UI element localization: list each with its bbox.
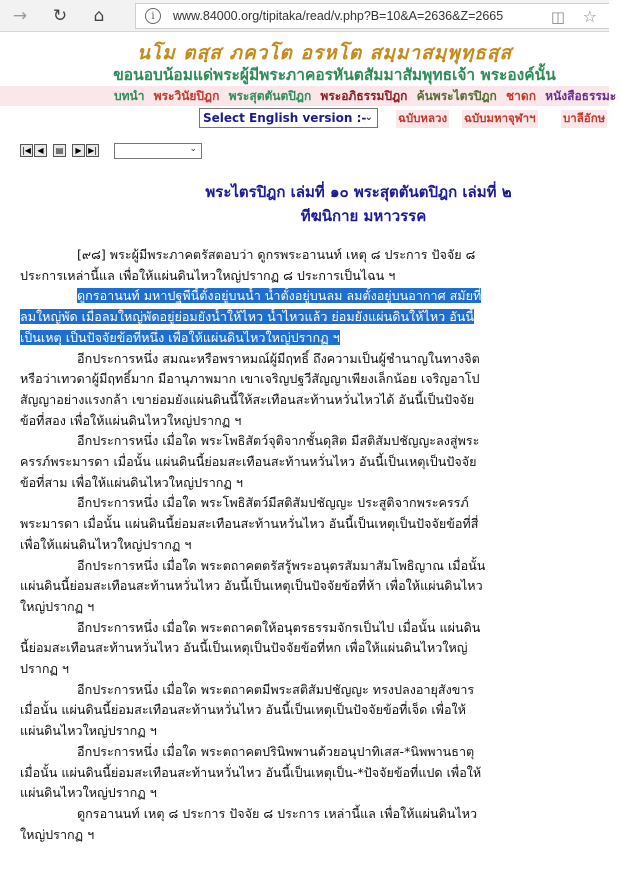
- paragraph-first-cause: [20, 286, 486, 348]
- edition-link-mcu[interactable]: ฉบับมหาจุฬาฯ: [462, 110, 538, 128]
- menu-item-jataka[interactable]: ชาดก: [506, 89, 536, 103]
- chevron-down-icon: ⌄: [364, 112, 373, 123]
- page-select[interactable]: [114, 143, 202, 159]
- menu-item-search[interactable]: ค้นพระไตรปิฎก: [416, 89, 497, 103]
- paragraph-seventh-cause: อีกประการหนึ่ง เมื่อใด พระตถาคตมีพระสติสัมปชัญญะ ทรงปลงอายุสังขาร เมื่อนั้น แผ่นดินนี้ย่อมสะเทือนสะท้านหวั่นไหว อันนี้เป็นเหตุเป็นปัจจัยข้อที่เจ็ด เพื่อให้แผ่นดินไหวใหญ่ปรากฏ ฯ: [20, 681, 475, 739]
- paragraph-fifth-cause: อีกประการหนึ่ง เมื่อใด พระตถาคตตรัสรู้พระอนุตรสัมมาสัมโพธิญาณ เมื่อนั้น แผ่นดินนี้ย่อมสะเทือนสะท้านหวั่นไหว อันนี้เป็นเหตุเป็นปัจจัยข้อที่ห้า เพื่อให้แผ่นดินไหวใหญ่ปรากฏ ฯ: [20, 557, 486, 614]
- edition-link-royal[interactable]: ฉบับหลวง: [396, 110, 449, 128]
- menu-item-vinaya[interactable]: พระวินัยปิฎก: [153, 89, 220, 103]
- last-page-button[interactable]: ▶|: [86, 144, 99, 157]
- print-page-button[interactable]: ▤: [53, 144, 66, 157]
- paragraph-fourth-cause: อีกประการหนึ่ง เมื่อใด พระโพธิสัตว์มีสติสัมปชัญญะ ประสูติจากพระครรภ์พระมารดา เมื่อนั้น แผ่นดินนี้ย่อมสะเทือนสะท้านหวั่นไหว อันนี้เป็นเหตุเป็นปัจจัยข้อที่สี่ เพื่อให้แผ่นดินไหวใหญ่ปรากฏ ฯ: [20, 495, 479, 552]
- english-version-select[interactable]: [199, 108, 378, 128]
- next-page-button[interactable]: ▶: [72, 144, 85, 157]
- address-bar[interactable]: [135, 3, 609, 29]
- paragraph-eighth-cause: อีกประการหนึ่ง เมื่อใด พระตถาคตปรินิพพานด้วยอนุปาทิเสส-*นิพพานธาตุ เมื่อนั้น แผ่นดินนี้ย่อมสะเทือนสะท้านหวั่นไหว อันนี้เป็นเหตุเป็น-*ปัจจัยข้อที่แปด เพื่อให้แผ่นดินไหวใหญ่ปรากฏ ฯ: [20, 743, 482, 801]
- paragraph-summary: ดูกรอานนท์ เหตุ ๘ ประการ ปัจจัย ๘ ประการ เหล่านี้แล เพื่อให้แผ่นดินไหวใหญ่ปรากฏ ฯ: [20, 805, 478, 842]
- version-select-label: Select English version :-: [203, 111, 367, 125]
- menu-item-intro[interactable]: บทนำ: [114, 89, 145, 103]
- version-row: [0, 108, 609, 130]
- menu-item-suttanta[interactable]: พระสุตตันตปิฎก: [228, 89, 312, 103]
- edition-link-pali[interactable]: บาลีอักษ: [561, 110, 607, 128]
- paragraph-sixth-cause: อีกประการหนึ่ง เมื่อใด พระตถาคตให้อนุตรธรรมจักรเป็นไป เมื่อนั้น แผ่นดินนี้ย่อมสะเทือนสะท้านหวั่นไหว อันนี้เป็นเหตุเป็นปัจจัยข้อที่หก เพื่อให้แผ่นดินไหวใหญ่ปรากฏ ฯ: [20, 619, 481, 677]
- url-text[interactable]: www.84000.org/tipitaka/read/v.php?B=10&A=2636&Z=2665: [173, 9, 504, 23]
- bookmark-star-icon[interactable]: ☆: [582, 7, 597, 26]
- selected-text[interactable]: ดูกรอานนท์ มหาปฐพีนี้ตั้งอยู่บนน้ำ น้ำตั้งอยู่บนลม ลมตั้งอยู่บนอากาศ สมัยที่ลมใหญ่พัด เมื่อลมใหญ่พัดอยู่ย่อมยังน้ำให้ไหว น้ำไหวแล้ว ย่อมยังแผ่นดินให้ไหว อันนี้เป็นเหตุ เป็นปัจจัยข้อที่หนึ่ง เพื่อให้แผ่นดินไหวใหญ่ปรากฏ ฯ: [20, 288, 482, 345]
- reader-view-icon[interactable]: ◫: [550, 8, 565, 26]
- paragraph-second-cause: อีกประการหนึ่ง สมณะหรือพราหมณ์ผู้มีฤทธิ์ ถึงความเป็นผู้ชำนาญในทางจิต หรือว่าเทวดาผู้มีฤทธิ์มาก มีอานุภาพมาก เขาเจริญปฐวีสัญญาเพียงเล็กน้อย เจริญอาโปสัญญาอย่างแรงกล้า เขาย่อมยังแผ่นดินนี้ให้สะเทือนสะท้านหวั่นไหวได้ อันนี้เป็นปัจจัยข้อที่สอง เพื่อให้แผ่นดินไหวใหญ่ปรากฏ ฯ: [20, 350, 480, 428]
- reload-icon[interactable]: ↻: [52, 6, 68, 26]
- volume-title: พระไตรปิฎก เล่มที่ ๑๐ พระสุตตันตปิฎก เล่มที่ ๒: [205, 183, 512, 201]
- home-icon[interactable]: ⌂: [93, 6, 105, 26]
- main-menu: [0, 86, 617, 106]
- prev-page-button[interactable]: ◀: [34, 144, 47, 157]
- back-arrow-icon[interactable]: →: [12, 6, 28, 26]
- thai-homage-line: ขอนอบน้อมแด่พระผู้มีพระภาคอรหันตสัมมาสัมพุทธเจ้า พระองค์นั้น: [113, 66, 556, 84]
- pali-homage-title: นโม ตสฺส ภควโต อรหโต สมฺมาสมฺพุทฺธสฺส: [136, 42, 513, 64]
- scripture-text: [20, 245, 486, 845]
- chevron-down-icon: ⌄: [189, 144, 197, 154]
- paragraph-third-cause: อีกประการหนึ่ง เมื่อใด พระโพธิสัตว์จุติจากชั้นดุสิต มีสติสัมปชัญญะลงสู่พระครรภ์พระมารดา เมื่อนั้น แผ่นดินนี้ย่อมสะเทือนสะท้านหวั่นไหว อันนี้เป็นเหตุเป็นปัจจัยข้อที่สาม เพื่อให้แผ่นดินไหวใหญ่ปรากฏ ฯ: [20, 433, 480, 490]
- page-navigation: [20, 144, 100, 157]
- first-page-button[interactable]: |◀: [20, 144, 33, 157]
- paragraph-98-intro: [๙๘] พระผู้มีพระภาคตรัสตอบว่า ดูกรพระอานนท์ เหตุ ๘ ประการ ปัจจัย ๘ ประการเหล่านี้แล เพื่อให้แผ่นดินไหวใหญ่ปรากฏ ๘ ประการเป็นไฉน ฯ: [20, 247, 476, 283]
- info-icon[interactable]: i: [145, 8, 161, 24]
- browser-toolbar: [0, 0, 609, 32]
- menu-item-books[interactable]: หนังสือธรรมะ: [545, 89, 617, 103]
- menu-item-abhidhamma[interactable]: พระอภิธรรมปิฎก: [320, 89, 408, 103]
- volume-subtitle: ทีฆนิกาย มหาวรรค: [300, 207, 427, 225]
